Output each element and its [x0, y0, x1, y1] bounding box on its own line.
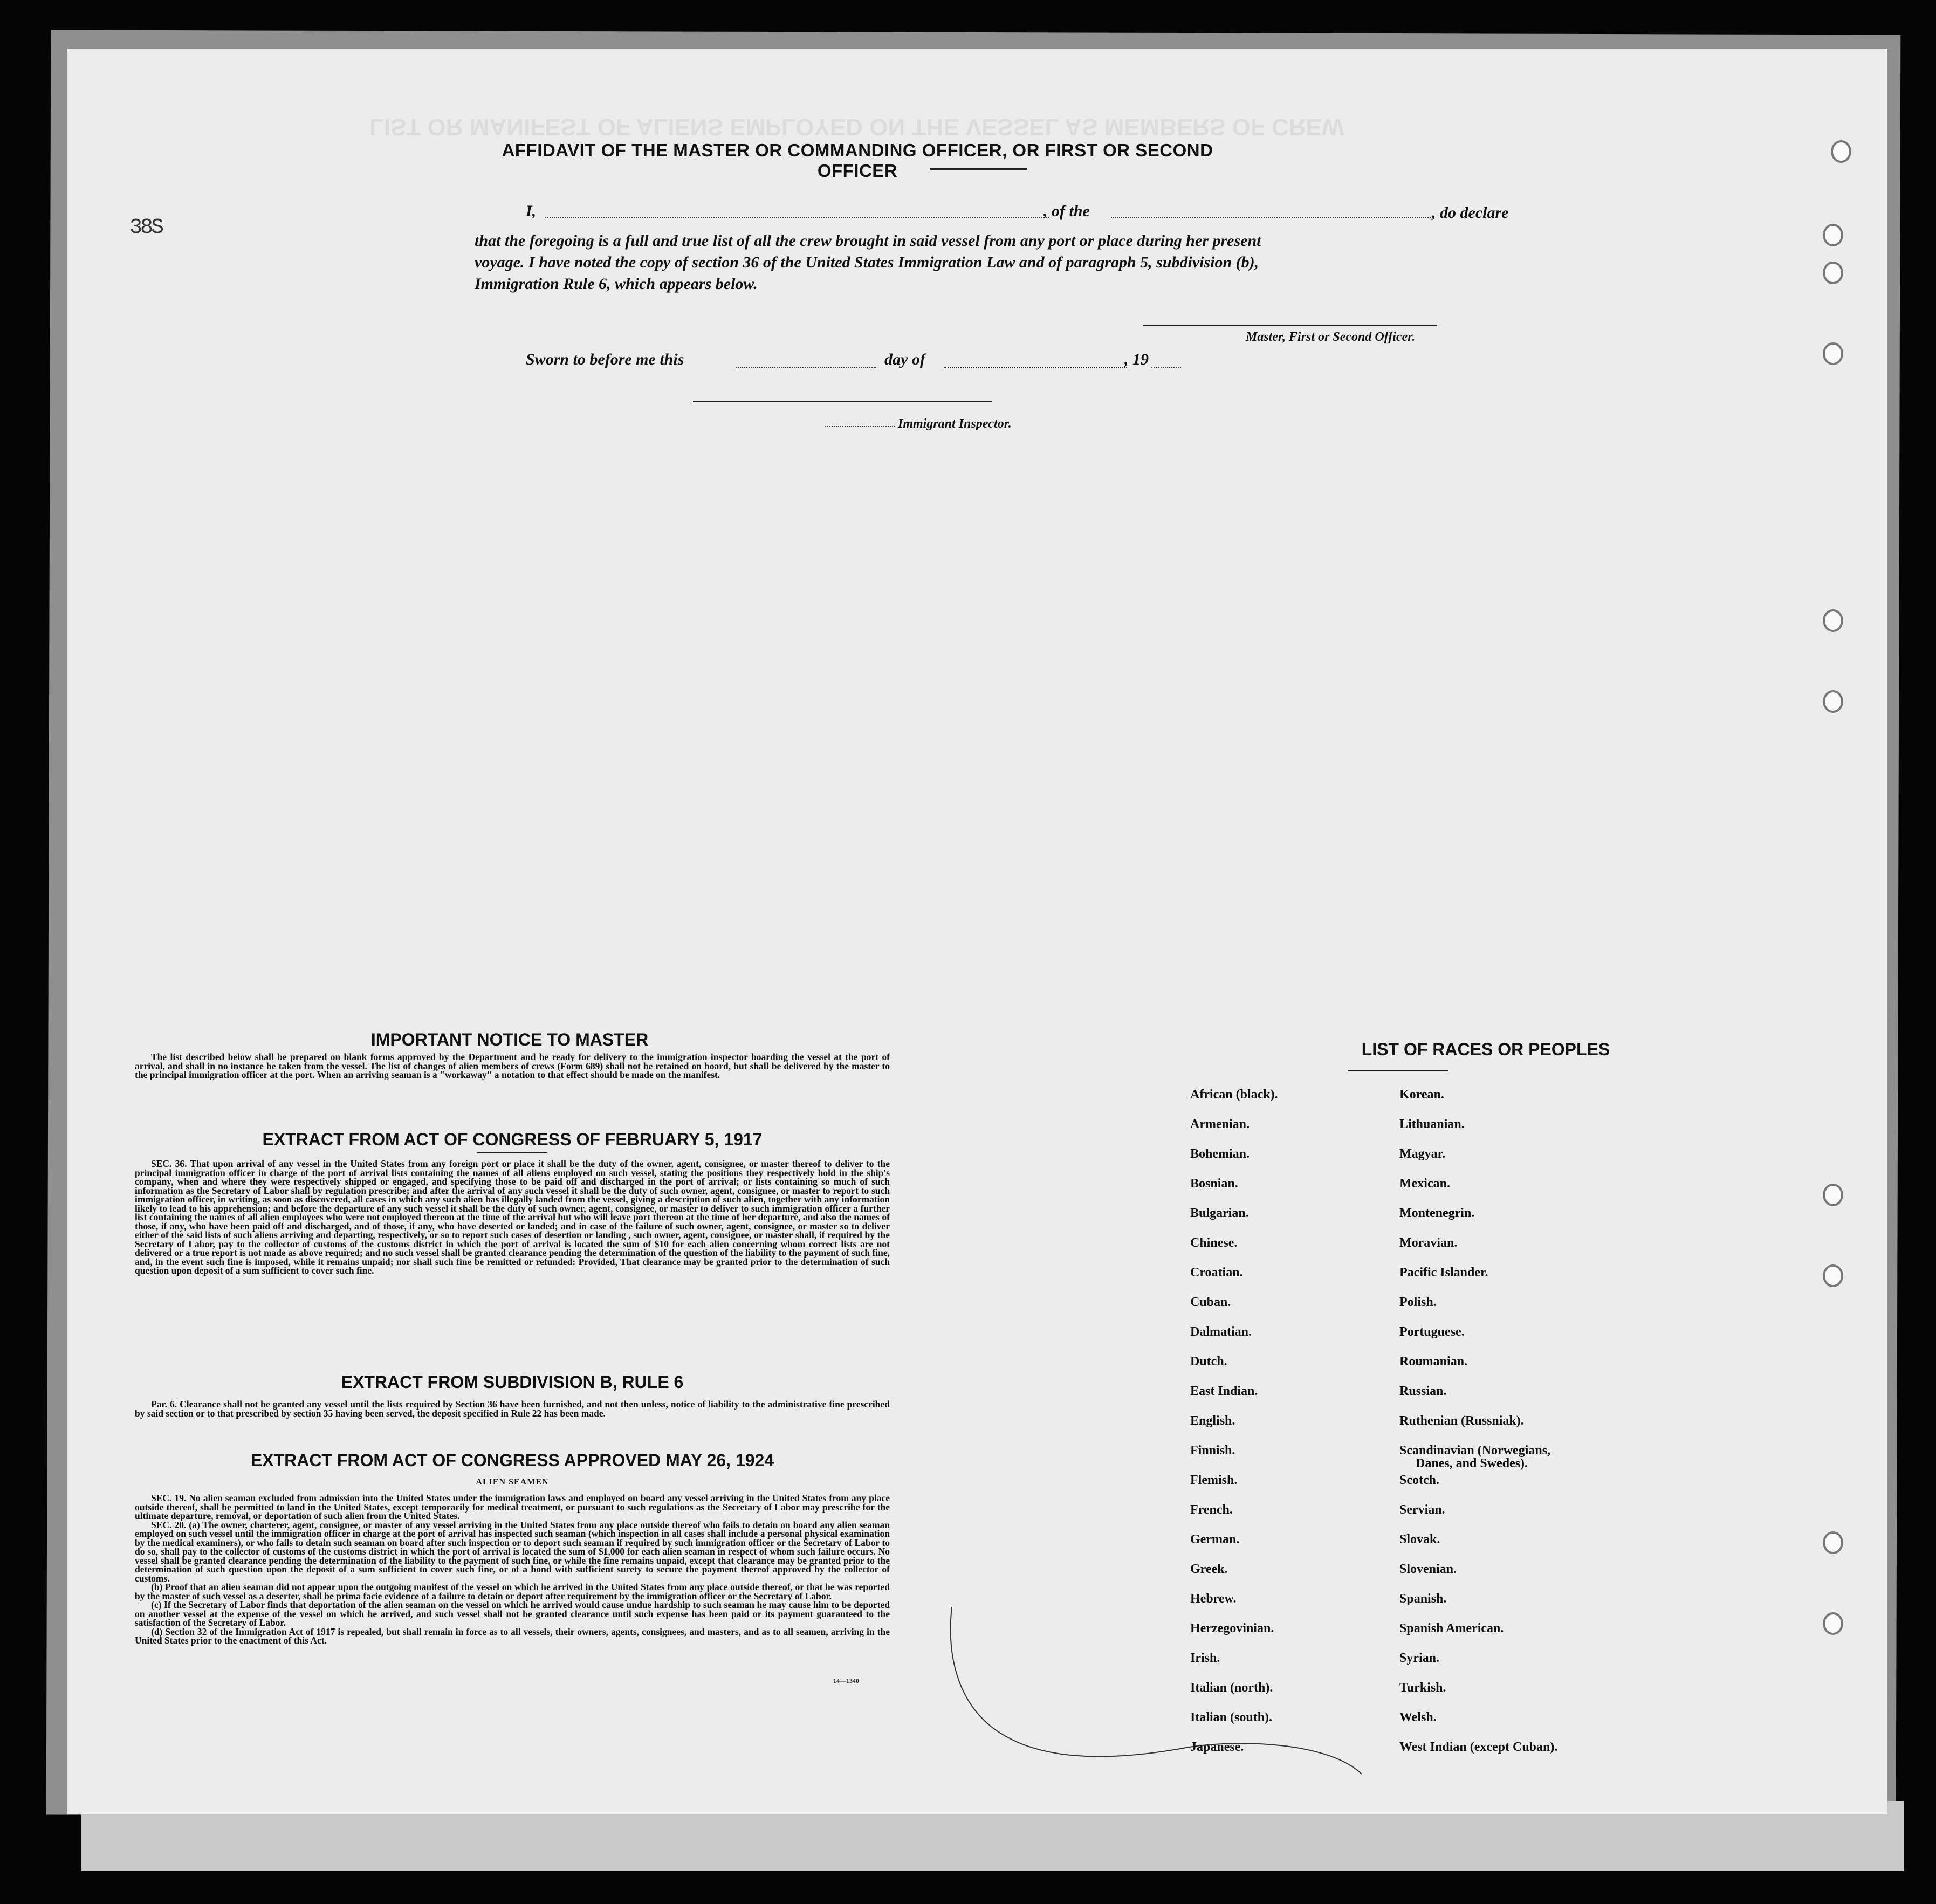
bleed-through-title: LIST OR MANIFEST OF ALIENS EMPLOYED ON THE VESSEL AS MEMBERS OF CREW [369, 114, 1344, 140]
extract-1924-title: EXTRACT FROM ACT OF CONGRESS APPROVED MAY 26, 1924 [250, 1451, 774, 1470]
sworn-label: Sworn to before me this [526, 350, 684, 368]
race-item: Turkish. [1399, 1681, 1446, 1695]
race-item: Russian. [1399, 1384, 1447, 1398]
affidavit-title: AFFIDAVIT OF THE MASTER OR COMMANDING OFFICER, OR FIRST OR SECOND OFFICER [502, 140, 1213, 181]
punch-hole-icon [1823, 1264, 1843, 1287]
race-item: African (black). [1190, 1088, 1278, 1102]
affidavit-line-1: that the foregoing is a full and true list of all the crew brought in said vessel from any port or place during her present [475, 232, 1261, 250]
race-item: Cuban. [1190, 1295, 1231, 1309]
punch-hole-icon [1823, 1531, 1843, 1554]
race-item-scandinavian [1399, 1444, 1557, 1474]
inspector-name-dots [825, 426, 895, 427]
race-item: Bohemian. [1190, 1147, 1250, 1161]
race-item: Dutch. [1190, 1355, 1227, 1369]
race-item: Spanish. [1399, 1592, 1447, 1606]
race-item: Magyar. [1399, 1147, 1446, 1161]
master-signature-label: Master, First or Second Officer. [1246, 330, 1416, 344]
race-item: Portuguese. [1399, 1325, 1465, 1339]
race-item: French. [1190, 1503, 1233, 1517]
extract-rule6-title: EXTRACT FROM SUBDIVISION B, RULE 6 [341, 1372, 684, 1392]
form-number: 14—1340 [833, 1677, 859, 1685]
punch-hole-icon [1823, 609, 1843, 632]
race-item: Spanish American. [1399, 1621, 1504, 1635]
race-item: Japanese. [1190, 1740, 1244, 1754]
race-item: Montenegrin. [1399, 1206, 1475, 1220]
race-item: Polish. [1399, 1295, 1437, 1309]
race-item: Mexican. [1399, 1177, 1450, 1191]
race-item: Italian (north). [1190, 1681, 1273, 1695]
affidavit-do-declare: , do declare [1432, 204, 1509, 222]
extract-1917-body [135, 1159, 890, 1275]
section-20d-paragraph: (d) Section 32 of the Immigration Act of 1917 is repealed, but shall remain in force as to all vessels, their owners, agents, consignees, and masters, and as to all seamen, arriving in the United States prior to the enactment of this Act. [135, 1626, 890, 1646]
race-item: East Indian. [1190, 1384, 1258, 1398]
race-item: Slovenian. [1399, 1562, 1457, 1576]
race-item: Lithuanian. [1399, 1117, 1465, 1131]
race-item: Flemish. [1190, 1473, 1238, 1487]
section-20b-paragraph: (b) Proof that an alien seaman did not appear upon the outgoing manifest of the vessel on which he arrived in the United States from any place outside thereof, or that he was reported by the master of such vessel as a deserter, shall be prima facie evidence of a failure to detain or deport after requirement by the immigration officer or the Secretary of Labor. [135, 1582, 890, 1601]
race-item: Irish. [1190, 1651, 1220, 1665]
affidavit-i: I, [526, 202, 537, 220]
race-item: Armenian. [1190, 1117, 1250, 1131]
race-item: Hebrew. [1190, 1592, 1237, 1606]
affidavit-line-2: voyage. I have noted the copy of section 36 of the United States Immigration Law and of paragraph 5, subdivision (b), [475, 253, 1259, 271]
race-item: Korean. [1399, 1088, 1444, 1102]
sworn-day-line[interactable] [736, 367, 876, 368]
master-signature-line[interactable] [1143, 325, 1437, 326]
extract-1917-title: EXTRACT FROM ACT OF CONGRESS OF FEBRUARY 5, 1917 [262, 1130, 763, 1149]
title-underline [930, 168, 1027, 170]
handwritten-stamp: 38S [129, 216, 162, 240]
sworn-year-line[interactable] [1151, 367, 1181, 368]
pencil-mark [941, 1601, 1426, 1796]
section-20c-paragraph: (c) If the Secretary of Labor finds that deportation of the alien seaman on the vessel on which he arrived would cause undue hardship to such seaman he may cause him to be deported on another vessel at the expense of the vessel on which he arrived, and such vessel shall not be granted clearance until such expense has been paid or its payment guaranteed to the satisfaction of the Secretary of Labor. [135, 1599, 890, 1628]
paragraph-6: Par. 6. Clearance shall not be granted any vessel until the lists required by Section 36 have been furnished, and not then unless, notice of liability to the administrative fine prescribed by said section or to that prescribed by section 35 having been served, the deposit specified in Rule 22 has been made. [135, 1399, 890, 1419]
notice-paragraph: The list described below shall be prepared on blank forms approved by the Department and be ready for delivery to the immigration inspector boarding the vessel at the port of arrival, and shall in no instance be taken from the vessel. The list of changes of alien members of crews (Form 689) shall not be retained on board, but shall be delivered by the master to the principal immigration officer at the port. When an arriving seaman is a "workaway" a notation to that effect should be made on the manifest. [135, 1051, 890, 1080]
race-item: Pacific Islander. [1399, 1266, 1488, 1280]
inspector-label: Immigrant Inspector. [898, 417, 1012, 431]
punch-hole-icon [1823, 342, 1843, 365]
day-of-label: day of [884, 350, 925, 368]
alien-seamen-subtitle: ALIEN SEAMEN [476, 1477, 549, 1487]
section-20a-paragraph: SEC. 20. (a) The owner, charterer, agent, consignee, or master of any vessel arriving in the United States from any place outside thereof who fails to detain on board any alien seaman employed on such vessel until the immigration officer in charge at the port of arrival has inspected such seaman (which inspection in all cases shall include a personal physical examination by the medical examiners), or who fails to detain such seaman on board after such inspection or to deport such seaman if required by such immigration officer or the Secretary of Labor to do so, shall pay to the collector of customs of the customs district in which the port of arrival is located the sum of $1,000 for each alien seaman in respect of whom such failure occurs. No vessel shall be granted clearance pending the determination of the liability to the payment of such fine, or while the fine remains unpaid, except that clearance may be granted prior to the determination of such question upon the deposit of a sum sufficient to cover such fine, or of a bond with sufficient surety to secure the payment thereof approved by the collector of customs. [135, 1519, 890, 1584]
extract-1924-body [135, 1494, 890, 1645]
race-item: Bosnian. [1190, 1177, 1238, 1191]
extract-rule6-body [135, 1400, 890, 1418]
race-item: Chinese. [1190, 1236, 1238, 1250]
punch-hole-icon [1831, 140, 1851, 163]
vessel-field-line[interactable] [1111, 217, 1434, 218]
race-item: Syrian. [1399, 1651, 1440, 1665]
inspector-signature-line[interactable] [693, 401, 992, 402]
notice-body [135, 1053, 890, 1080]
sworn-month-line[interactable] [944, 367, 1127, 368]
race-item: Servian. [1399, 1503, 1445, 1517]
race-item: West Indian (except Cuban). [1399, 1740, 1558, 1754]
race-item-continuation: Danes, and Swedes). [1416, 1456, 1528, 1470]
year-label: , 19 [1124, 350, 1149, 368]
name-field-line[interactable] [545, 217, 1049, 218]
race-item: Greek. [1190, 1562, 1228, 1576]
race-item: Scotch. [1399, 1473, 1439, 1487]
races-right-column [1399, 1088, 1557, 1770]
race-item: German. [1190, 1532, 1240, 1546]
races-title-underline [1348, 1070, 1448, 1071]
race-item: Moravian. [1399, 1236, 1458, 1250]
punch-hole-icon [1823, 690, 1843, 713]
race-item: Dalmatian. [1190, 1325, 1252, 1339]
affidavit-of-the: , of the [1043, 202, 1090, 220]
section-36-paragraph: SEC. 36. That upon arrival of any vessel in the United States from any foreign port or place it shall be the duty of the owner, agent, consignee, or master thereof to deliver to the principal immigration officer in charge of the port of arrival lists containing the names of all aliens employed on such vessel, stating the positions they respectively hold in the ship's company, when and where they were respectively shipped or engaged, and specifying those to be paid off and discharged in the port of arrival; or lists containing so much of such information as the Secretary of Labor shall by regulation prescribe; and after the arrival of any such vessel it shall be the duty of such owner, agent, consignee, or master to report to such immigration officer, in writing, as soon as discovered, all cases in which any such alien has illegally landed from the vessel, giving a description of such alien, together with any information likely to lead to his apprehension; and before the departure of any such vessel it shall be the duty of such owner, agent, consignee, or master to deliver to such immigration officer a further list containing the names of all alien employees who were not employed thereon at the time of the arrival but who will leave port thereon at the time of her departure, and also the names of those, if any, who have been paid off and discharged, and of those, if any, who have deserted or landed; and in case of the failure of such owner, agent, consignee, or master so to deliver either of the said lists of such aliens arriving and departing, respectively, or so to report such cases of desertion or landing , such owner, agent, consignee, or master shall, if required by the Secretary of Labor, pay to the collector of customs of the customs district in which the port of arrival is located the sum of $10 for each alien concerning whom correct lists are not delivered or a true report is not made as above required; and no such vessel shall be granted clearance pending the determination of the question of the liability to the payment of such fine, and, in the event such fine is imposed, while it remains unpaid; nor shall such fine be remitted or refunded: Provided, That clearance may be granted prior to the determination of such question upon deposit of a sum sufficient to cover such fine. [135, 1158, 890, 1276]
race-item: Scandinavian (Norwegians, [1399, 1444, 1551, 1458]
race-item: English. [1190, 1414, 1235, 1428]
manifest-page [67, 49, 1887, 1814]
affidavit-line-3: Immigration Rule 6, which appears below. [475, 275, 758, 293]
punch-hole-icon [1823, 262, 1843, 284]
section-19-paragraph: SEC. 19. No alien seaman excluded from admission into the United States under the immigration laws and employed on board any vessel arriving in the United States from any place outside thereof, shall be permitted to land in the United States, except temporarily for medical treatment, or pursuant to such regulations as the Secretary of Labor may prescribe for the ultimate departure, removal, or deportation of such alien from the United States. [135, 1493, 890, 1521]
race-item: Slovak. [1399, 1532, 1440, 1546]
extract-1917-underline [477, 1152, 547, 1153]
punch-hole-icon [1823, 1184, 1843, 1206]
race-item: Finnish. [1190, 1444, 1235, 1458]
race-item: Bulgarian. [1190, 1206, 1249, 1220]
race-item: Welsh. [1399, 1710, 1437, 1724]
race-item: Roumanian. [1399, 1355, 1468, 1369]
punch-hole-icon [1823, 224, 1843, 246]
notice-title: IMPORTANT NOTICE TO MASTER [370, 1030, 649, 1049]
race-item: Italian (south). [1190, 1710, 1273, 1724]
race-item: Herzegovinian. [1190, 1621, 1274, 1635]
race-item: Ruthenian (Russniak). [1399, 1414, 1524, 1428]
races-title: LIST OF RACES OR PEOPLES [1361, 1040, 1610, 1059]
races-left-column [1190, 1088, 1278, 1770]
race-item: Croatian. [1190, 1266, 1243, 1280]
punch-hole-icon [1823, 1612, 1843, 1635]
